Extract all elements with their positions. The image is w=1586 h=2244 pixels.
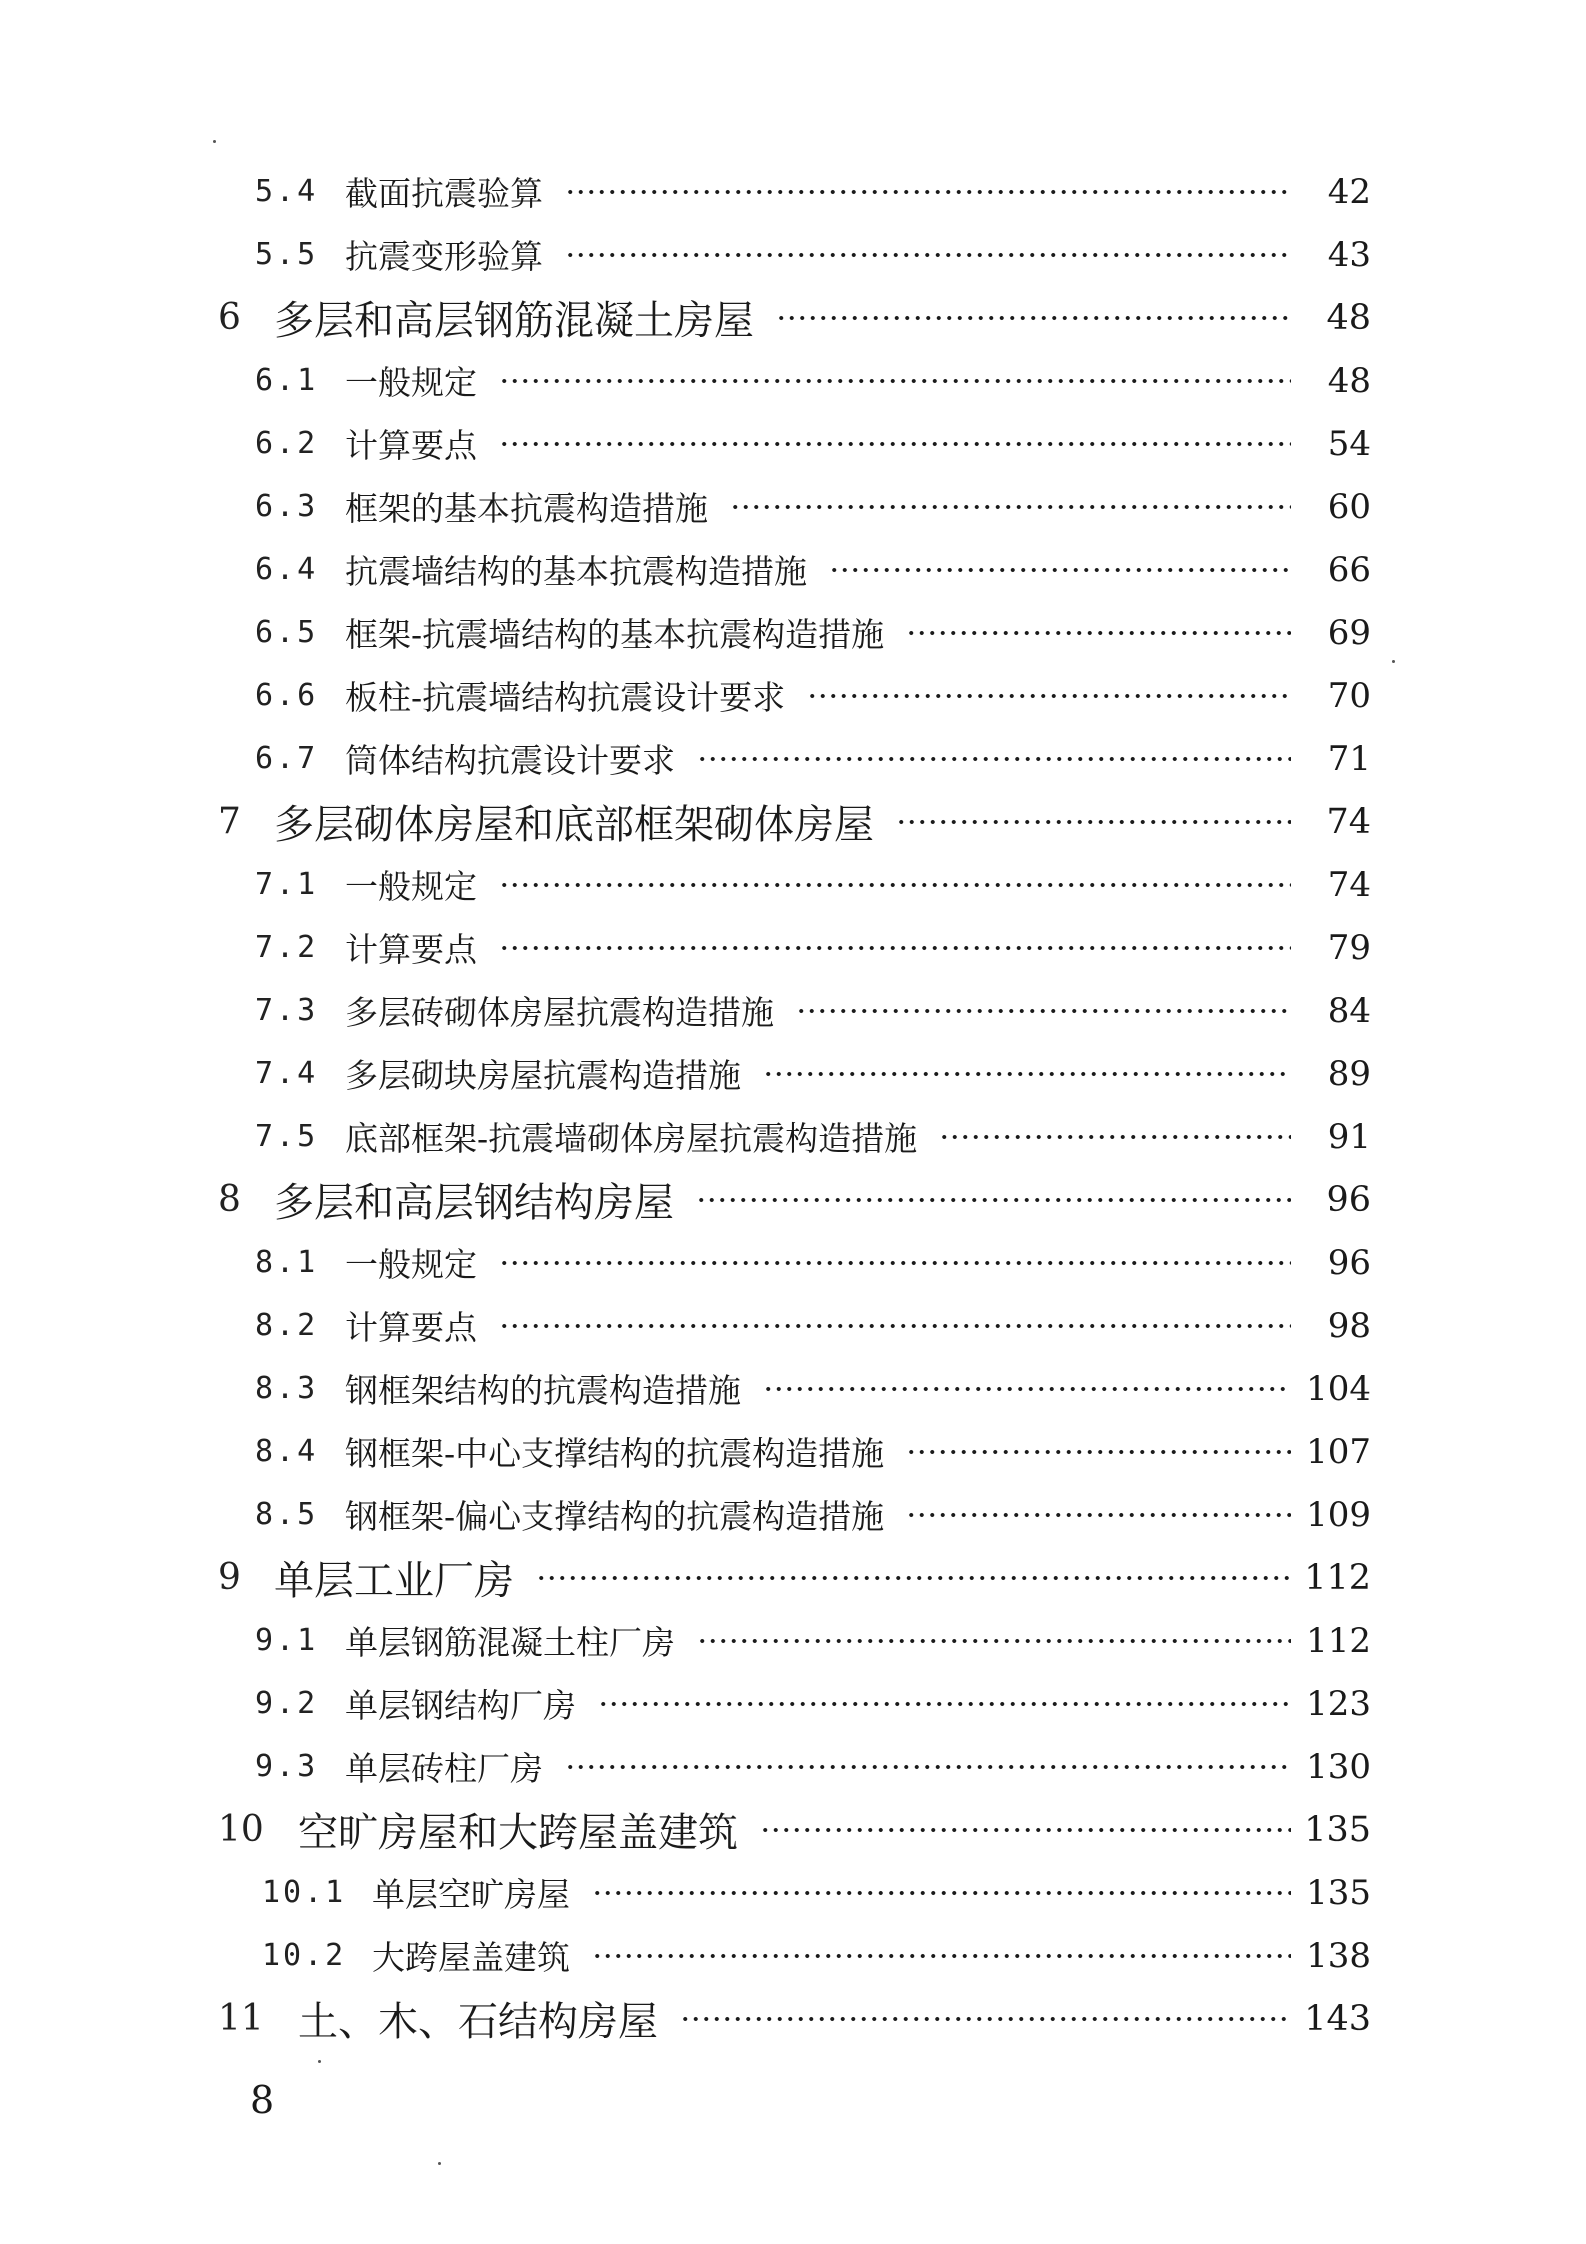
toc-section-entry [0,1483,1586,1546]
dot-leader [906,630,1291,636]
page-number: 104 [1306,1368,1371,1409]
page-number: 138 [1306,1935,1371,1976]
chapter-title: 多层和高层钢结构房屋 [274,1180,674,1226]
section-number: 10.2 [262,1938,347,1973]
section-title: 一般规定 [345,1245,477,1284]
dot-leader [499,1323,1291,1329]
dot-leader [829,567,1291,573]
dot-leader [796,1008,1291,1014]
page-number: 71 [1327,738,1371,779]
section-title: 计算要点 [345,1308,477,1347]
section-number: 8.4 [255,1434,319,1469]
section-title: 一般规定 [345,363,477,402]
section-title: 抗震变形验算 [345,237,543,276]
section-title: 单层钢筋混凝土柱厂房 [345,1623,675,1662]
dot-leader [906,1449,1291,1455]
page-number: 60 [1327,486,1371,527]
toc-section-entry [0,475,1586,538]
page-number: 112 [1306,1620,1371,1661]
toc-section-entry [0,1105,1586,1168]
page-number: 43 [1327,234,1371,275]
section-title: 多层砖砌体房屋抗震构造措施 [345,993,774,1032]
section-title: 钢框架结构的抗震构造措施 [345,1371,741,1410]
toc-section-entry [0,1042,1586,1105]
section-title: 一般规定 [345,867,477,906]
chapter-number: 10 [218,1809,264,1850]
dot-leader [499,441,1291,447]
dot-leader [697,1638,1291,1644]
page-number: 79 [1327,927,1371,968]
section-title: 钢框架-偏心支撑结构的抗震构造措施 [345,1497,885,1536]
chapter-title: 多层和高层钢筋混凝土房屋 [274,298,754,344]
section-title: 板柱-抗震墙结构抗震设计要求 [345,678,786,717]
dot-leader [807,693,1291,699]
toc-section-entry [0,160,1586,223]
chapter-number: 11 [218,1998,264,2039]
section-title: 框架的基本抗震构造措施 [345,489,708,528]
section-number: 9.2 [255,1686,319,1721]
toc-section-entry [0,412,1586,475]
page-number: 130 [1306,1746,1371,1787]
toc-section-entry [0,223,1586,286]
chapter-title: 土、木、石结构房屋 [298,1999,658,2045]
page-number: 109 [1306,1494,1371,1535]
scan-speck [438,2162,441,2165]
section-number: 6.2 [255,426,319,461]
chapter-number: 8 [218,1179,241,1220]
toc-chapter-entry [0,790,1586,853]
page-number: 48 [1326,297,1371,338]
dot-leader [499,378,1291,384]
section-number: 10.1 [262,1875,347,1910]
page-number: 54 [1327,423,1371,464]
dot-leader [776,315,1291,321]
chapter-number: 6 [218,297,241,338]
section-number: 9.3 [255,1749,319,1784]
page-number: 89 [1327,1053,1371,1094]
toc-section-entry [0,853,1586,916]
dot-leader [565,252,1291,258]
toc-section-entry [0,727,1586,790]
toc-section-entry [0,1609,1586,1672]
page-number: 98 [1327,1305,1371,1346]
toc-section-entry [0,1357,1586,1420]
section-title: 计算要点 [345,426,477,465]
section-number: 7.2 [255,930,319,965]
dot-leader [696,1197,1291,1203]
dot-leader [565,189,1291,195]
toc-chapter-entry [0,1546,1586,1609]
section-title: 单层空旷房屋 [372,1875,570,1914]
section-title: 钢框架-中心支撑结构的抗震构造措施 [345,1434,885,1473]
section-number: 6.7 [255,741,319,776]
footer-page-number: 8 [250,2078,275,2122]
toc-section-entry [0,1861,1586,1924]
toc-chapter-entry [0,1798,1586,1861]
page-number: 112 [1304,1557,1371,1598]
toc-section-entry [0,1672,1586,1735]
dot-leader [906,1512,1291,1518]
dot-leader [592,1890,1291,1896]
page-number: 123 [1306,1683,1371,1724]
chapter-title: 单层工业厂房 [274,1558,514,1604]
section-number: 8.5 [255,1497,319,1532]
dot-leader [499,882,1291,888]
section-number: 5.4 [255,174,319,209]
section-title: 抗震墙结构的基本抗震构造措施 [345,552,807,591]
section-number: 8.3 [255,1371,319,1406]
section-title: 框架-抗震墙结构的基本抗震构造措施 [345,615,885,654]
toc-section-entry [0,1231,1586,1294]
page-number: 74 [1327,864,1371,905]
dot-leader [939,1134,1291,1140]
dot-leader [592,1953,1291,1959]
section-title: 单层砖柱厂房 [345,1749,543,1788]
section-number: 6.3 [255,489,319,524]
section-title: 计算要点 [345,930,477,969]
section-title: 筒体结构抗震设计要求 [345,741,675,780]
section-title: 多层砌块房屋抗震构造措施 [345,1056,741,1095]
toc-chapter-entry [0,286,1586,349]
section-number: 6.5 [255,615,319,650]
toc-section-entry [0,1294,1586,1357]
page-number: 42 [1327,171,1371,212]
dot-leader [763,1386,1291,1392]
chapter-title: 多层砌体房屋和底部框架砌体房屋 [274,802,874,848]
chapter-title: 空旷房屋和大跨屋盖建筑 [298,1810,738,1856]
page-number: 96 [1326,1179,1371,1220]
section-number: 6.1 [255,363,319,398]
page-number: 48 [1327,360,1371,401]
dot-leader [697,756,1291,762]
section-number: 7.1 [255,867,319,902]
section-number: 5.5 [255,237,319,272]
section-title: 大跨屋盖建筑 [372,1938,570,1977]
toc-chapter-entry [0,1168,1586,1231]
page-number: 69 [1327,612,1371,653]
dot-leader [896,819,1291,825]
scan-speck [213,140,216,143]
page-number: 91 [1327,1116,1371,1157]
dot-leader [763,1071,1291,1077]
page-number: 96 [1327,1242,1371,1283]
dot-leader [536,1575,1291,1581]
scan-speck [318,2060,321,2063]
table-of-contents [0,160,1586,2050]
page-number: 66 [1327,549,1371,590]
section-number: 7.3 [255,993,319,1028]
toc-section-entry [0,538,1586,601]
section-number: 6.6 [255,678,319,713]
chapter-number: 7 [218,801,241,842]
section-number: 7.5 [255,1119,319,1154]
section-number: 8.2 [255,1308,319,1343]
dot-leader [499,945,1291,951]
dot-leader [565,1764,1291,1770]
chapter-number: 9 [218,1557,241,1598]
toc-section-entry [0,1735,1586,1798]
toc-section-entry [0,349,1586,412]
toc-section-entry [0,1420,1586,1483]
page-number: 70 [1327,675,1371,716]
section-title: 单层钢结构厂房 [345,1686,576,1725]
toc-section-entry [0,664,1586,727]
page-number: 84 [1327,990,1371,1031]
section-title: 底部框架-抗震墙砌体房屋抗震构造措施 [345,1119,918,1158]
page-number: 135 [1304,1809,1371,1850]
section-number: 6.4 [255,552,319,587]
page-number: 135 [1306,1872,1371,1913]
dot-leader [730,504,1291,510]
dot-leader [598,1701,1291,1707]
section-number: 7.4 [255,1056,319,1091]
scan-speck [1392,660,1395,663]
toc-section-entry [0,979,1586,1042]
dot-leader [499,1260,1291,1266]
toc-section-entry [0,601,1586,664]
toc-section-entry [0,916,1586,979]
dot-leader [760,1827,1291,1833]
toc-chapter-entry [0,1987,1586,2050]
section-number: 8.1 [255,1245,319,1280]
page-number: 143 [1304,1998,1371,2039]
section-number: 9.1 [255,1623,319,1658]
section-title: 截面抗震验算 [345,174,543,213]
page-number: 74 [1326,801,1371,842]
page-number: 107 [1306,1431,1371,1472]
toc-section-entry [0,1924,1586,1987]
dot-leader [680,2016,1291,2022]
